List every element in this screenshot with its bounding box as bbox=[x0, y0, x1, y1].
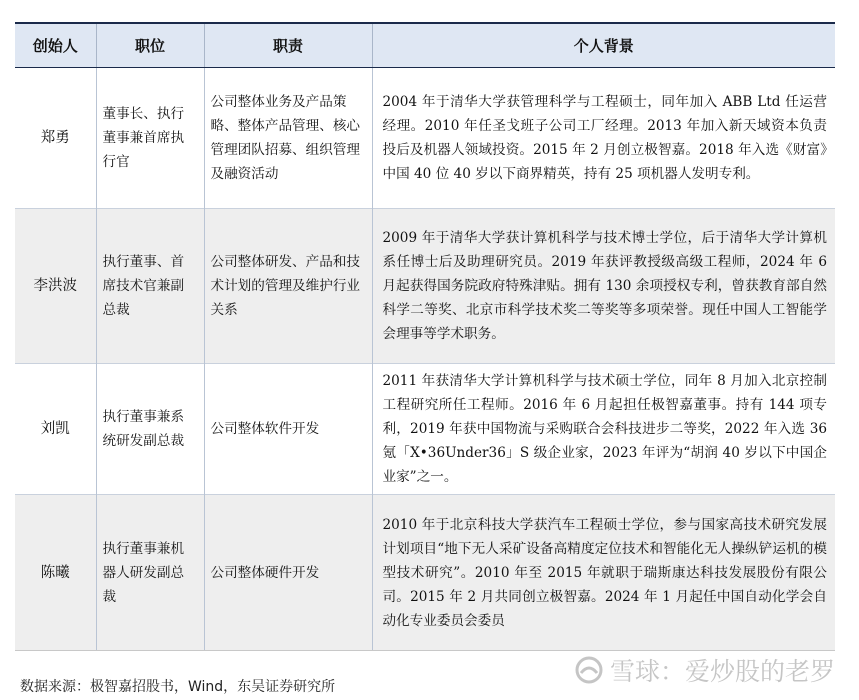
snowball-icon bbox=[574, 655, 604, 685]
header-row bbox=[15, 23, 835, 68]
founder-name: 李洪波 bbox=[15, 209, 96, 364]
founder-duty: 公司整体硬件开发 bbox=[204, 495, 372, 651]
source-note: 数据来源：极智嘉招股书，Wind，东吴证券研究所 bbox=[20, 679, 336, 695]
table-row bbox=[15, 68, 835, 209]
table-row bbox=[15, 364, 835, 495]
founder-name: 陈曦 bbox=[15, 495, 96, 651]
founder-background: 2004 年于清华大学获管理科学与工程硕士，同年加入 ABB Ltd 任运营经理。2010 年任圣戈班子公司工厂经理。2013 年加入新天域资本负责投后及机器人领域投资。2015 年 2 月创立极智嘉。2018 年入选《财富》中国 40 位 40 岁以下商界精英，持有 25 项机器人发明专利。 bbox=[372, 68, 835, 209]
founders-table bbox=[15, 22, 835, 651]
founder-duty: 公司整体软件开发 bbox=[204, 364, 372, 495]
founder-position: 董事长、执行董事兼首席执行官 bbox=[96, 68, 204, 209]
watermark bbox=[574, 650, 835, 690]
founder-name: 刘凯 bbox=[15, 364, 96, 495]
table-row bbox=[15, 209, 835, 364]
watermark-text: 雪球：爱炒股的老罗 bbox=[609, 657, 835, 686]
founder-position: 执行董事兼系统研发副总裁 bbox=[96, 364, 204, 495]
table-header bbox=[15, 23, 835, 68]
founder-duty: 公司整体研发、产品和技术计划的管理及维护行业关系 bbox=[204, 209, 372, 364]
founders-table-container bbox=[15, 22, 835, 651]
founder-duty: 公司整体业务及产品策略、整体产品管理、核心管理团队招募、组织管理及融资活动 bbox=[204, 68, 372, 209]
header-duty: 职责 bbox=[204, 23, 372, 68]
founder-position: 执行董事兼机器人研发副总裁 bbox=[96, 495, 204, 651]
founder-background: 2011 年获清华大学计算机科学与技术硕士学位，同年 8 月加入北京控制工程研究所任工程师。2016 年 6 月起担任极智嘉董事。持有 144 项专利，2019 年获中国物流与采购联合会科技进步二等奖，2022 年入选 36 氪「X•36Under36」S 级企业家，2023 年评为“胡润 40 岁以下中国企业家”之一。 bbox=[372, 364, 835, 495]
header-founder: 创始人 bbox=[15, 23, 96, 68]
founder-background: 2009 年于清华大学获计算机科学与技术博士学位，后于清华大学计算机系任博士后及助理研究员。2019 年获评教授级高级工程师，2024 年 6 月起获得国务院政府特殊津贴。拥有 130 余项授权专利，曾获教育部自然科学二等奖、北京市科学技术奖二等奖等多项荣誉。现任中国人工智能学会理事等学术职务。 bbox=[372, 209, 835, 364]
table-body bbox=[15, 68, 835, 651]
founder-position: 执行董事、首席技术官兼副总裁 bbox=[96, 209, 204, 364]
header-position: 职位 bbox=[96, 23, 204, 68]
founder-name: 郑勇 bbox=[40, 130, 70, 146]
founder-background: 2010 年于北京科技大学获汽车工程硕士学位，参与国家高技术研究发展计划项目“地下无人采矿设备高精度定位技术和智能化无人操纵铲运机的模型技术研究”。2010 年至 2015 年就职于瑞斯康达科技发展股份有限公司。2015 年 2 月共同创立极智嘉。2024 年 1 月起任中国自动化学会自动化专业委员会委员 bbox=[372, 495, 835, 651]
header-background: 个人背景 bbox=[372, 23, 835, 68]
table-row bbox=[15, 495, 835, 651]
